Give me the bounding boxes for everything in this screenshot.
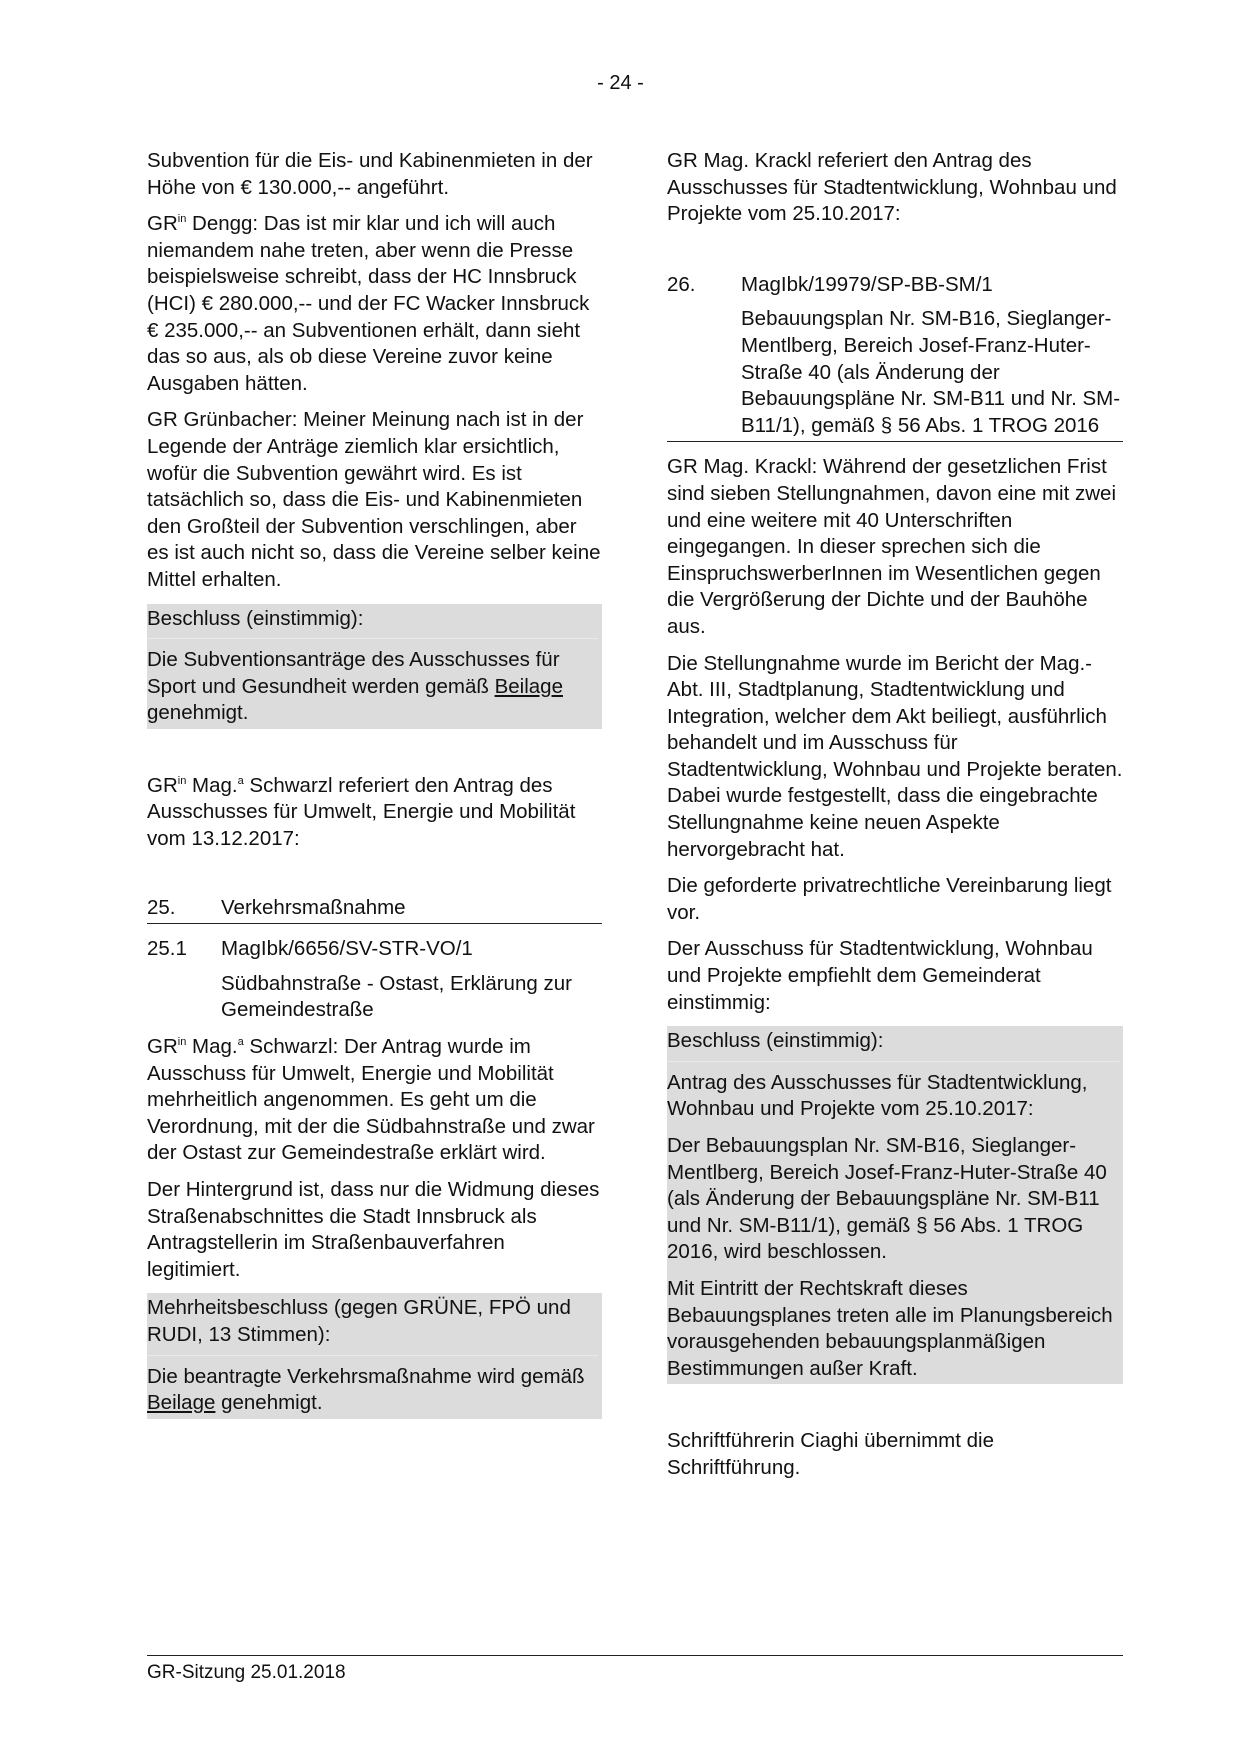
resolution-text-2: Der Bebauungsplan Nr. SM-B16, Sieglanger-Mentlberg, Bereich Josef-Franz-Huter-Straße 40 (als Änderung der Bebauungspläne Nr. SM-B11 und Nr. SM-B11/1), gemäß § 56 Abs. 1 TROG 2016, wird beschlossen. <box>667 1134 1107 1264</box>
agenda-item-code: MagIbk/19979/SP-BB-SM/1 <box>741 272 993 296</box>
agenda-item-number: 26. <box>667 272 696 296</box>
resolution-heading: Beschluss (einstimmig): <box>667 1028 1119 1062</box>
right-paragraph-empfehlung: Der Ausschuss für Stadtentwicklung, Wohnbau und Projekte empfiehlt dem Gemeinderat einstimmig: <box>667 937 1093 1014</box>
agenda-item-code: MagIbk/6656/SV-STR-VO/1 <box>221 937 473 961</box>
right-paragraph-vereinbarung: Die geforderte privatrechtliche Vereinbarung liegt vor. <box>667 874 1112 924</box>
left-paragraph-gruenbacher: GR Grünbacher: Meiner Meinung nach ist in der Legende der Anträge ziemlich klar ersichtlich, wofür die Subvention gewährt wird. Es ist tatsächlich so, dass die Eis- und Kabinenmieten den Großteil der Subvention verschlingen, aber es ist auch nicht so, dass die Vereine selber keine Mittel erhalten. <box>147 408 601 591</box>
resolution-heading: Mehrheitsbeschluss (gegen GRÜNE, FPÖ und RUDI, 13 Stimmen): <box>147 1295 598 1355</box>
resolution-text-3: Mit Eintritt der Rechtskraft dieses Bebauungsplanes treten alle im Planungsbereich vorausgehenden bebauungsplanmäßigen Bestimmungen außer Kraft. <box>667 1276 1113 1380</box>
right-column <box>667 148 1123 1492</box>
right-paragraph-stellungnahme: Die Stellungnahme wurde im Bericht der Mag.-Abt. III, Stadtplanung, Stadtentwicklung und Integration, welcher dem Akt beiliegt, ausführlich behandelt und im Ausschuss für Stadtentwicklung, Wohnbau und Projekte beraten. Dabei wurde festgestellt, dass die eingebrachte Stellungnahme keine neuen Aspekte hervorgebracht hat. <box>667 651 1123 861</box>
agenda-item-description: Bebauungsplan Nr. SM-B16, Sieglanger-Mentlberg, Bereich Josef-Franz-Huter-Straße 40 (als Änderung der Bebauungspläne Nr. SM-B11 und Nr. SM-B11/1), gemäß § 56 Abs. 1 TROG 2016 <box>741 307 1121 437</box>
resolution-heading: Beschluss (einstimmig): <box>147 606 598 640</box>
resolution-box-bebauungsplan <box>667 1026 1123 1384</box>
left-column <box>147 148 602 1429</box>
page-number: - 24 - <box>597 72 644 94</box>
agenda-item-number: 25. <box>147 895 176 919</box>
agenda-item-26 <box>667 272 1123 299</box>
left-paragraph-hintergrund: Der Hintergrund ist, dass nur die Widmung dieses Straßenabschnittes die Stadt Innsbruck als Antragstellerin im Straßenbauverfahren legitimiert. <box>147 1178 600 1281</box>
left-paragraph-dengg: $GR^{in}$ Dengg: Das ist mir klar und ich will auch niemandem nahe treten, aber wenn die Presse beispielsweise schreibt, dass der HC Innsbruck (HCI) € 280.000,-- und der FC Wacker Innsbruck € 235.000,-- an Subventionen erhält, dann sieht das so aus, als ob diese Vereine zuvor keine Ausgaben hätten. <box>147 212 590 395</box>
agenda-item-25-1 <box>147 936 602 963</box>
agenda-item-title: Verkehrsmaßnahme <box>221 895 406 919</box>
resolution-text-1: Antrag des Ausschusses für Stadtentwicklung, Wohnbau und Projekte vom 25.10.2017: <box>667 1070 1088 1121</box>
beilage-link[interactable]: Beilage <box>147 1391 216 1415</box>
beilage-link[interactable]: Beilage <box>494 674 563 698</box>
agenda-item-description: Südbahnstraße - Ostast, Erklärung zur Gemeindestraße <box>221 971 572 1022</box>
left-paragraph-1: Subvention für die Eis- und Kabinenmieten in der Höhe von € 130.000,-- angeführt. <box>147 149 593 199</box>
left-paragraph-schwarzl-intro: $GR^{in}$ Mag.$^a$ Schwarzl referiert den Antrag des Ausschusses für Umwelt, Energie und Mobilität vom 13.12.2017: <box>147 773 576 851</box>
agenda-item-25 <box>147 895 602 925</box>
agenda-item-number: 25.1 <box>147 937 187 961</box>
resolution-box-subvention <box>147 604 602 729</box>
right-paragraph-schriftfuehrung: Schriftführerin Ciaghi übernimmt die Schriftführung. <box>667 1429 994 1479</box>
footer-text: GR-Sitzung 25.01.2018 <box>147 1662 346 1683</box>
left-paragraph-schwarzl: $GR^{in}$ Mag.$^a$ Schwarzl: Der Antrag wurde im Ausschuss für Umwelt, Energie und Mobilität mehrheitlich angenommen. Es geht um die Verordnung, mit der die Südbahnstraße und zwar der Ostast zur Gemeindestraße erklärt wird. <box>147 1035 595 1165</box>
resolution-box-verkehr <box>147 1293 602 1418</box>
resolution-text: Die beantragte Verkehrsmaßnahme wird gemäß Beilage genehmigt. <box>147 1364 585 1415</box>
right-paragraph-krackl-intro: GR Mag. Krackl referiert den Antrag des Ausschusses für Stadtentwicklung, Wohnbau und Projekte vom 25.10.2017: <box>667 149 1117 226</box>
right-paragraph-krackl: GR Mag. Krackl: Während der gesetzlichen Frist sind sieben Stellungnahmen, davon eine mit zwei und eine weitere mit 40 Unterschriften eingegangen. In dieser sprechen sich die EinspruchswerberInnen im Wesentlichen gegen die Vergrößerung der Dichte und der Bauhöhe aus. <box>667 455 1116 638</box>
resolution-text: Die Subventionsanträge des Ausschusses für Sport und Gesundheit werden gemäß Beilage genehmigt. <box>147 648 563 725</box>
agenda-item-rule <box>667 306 1123 442</box>
footer-divider <box>147 1655 1123 1656</box>
